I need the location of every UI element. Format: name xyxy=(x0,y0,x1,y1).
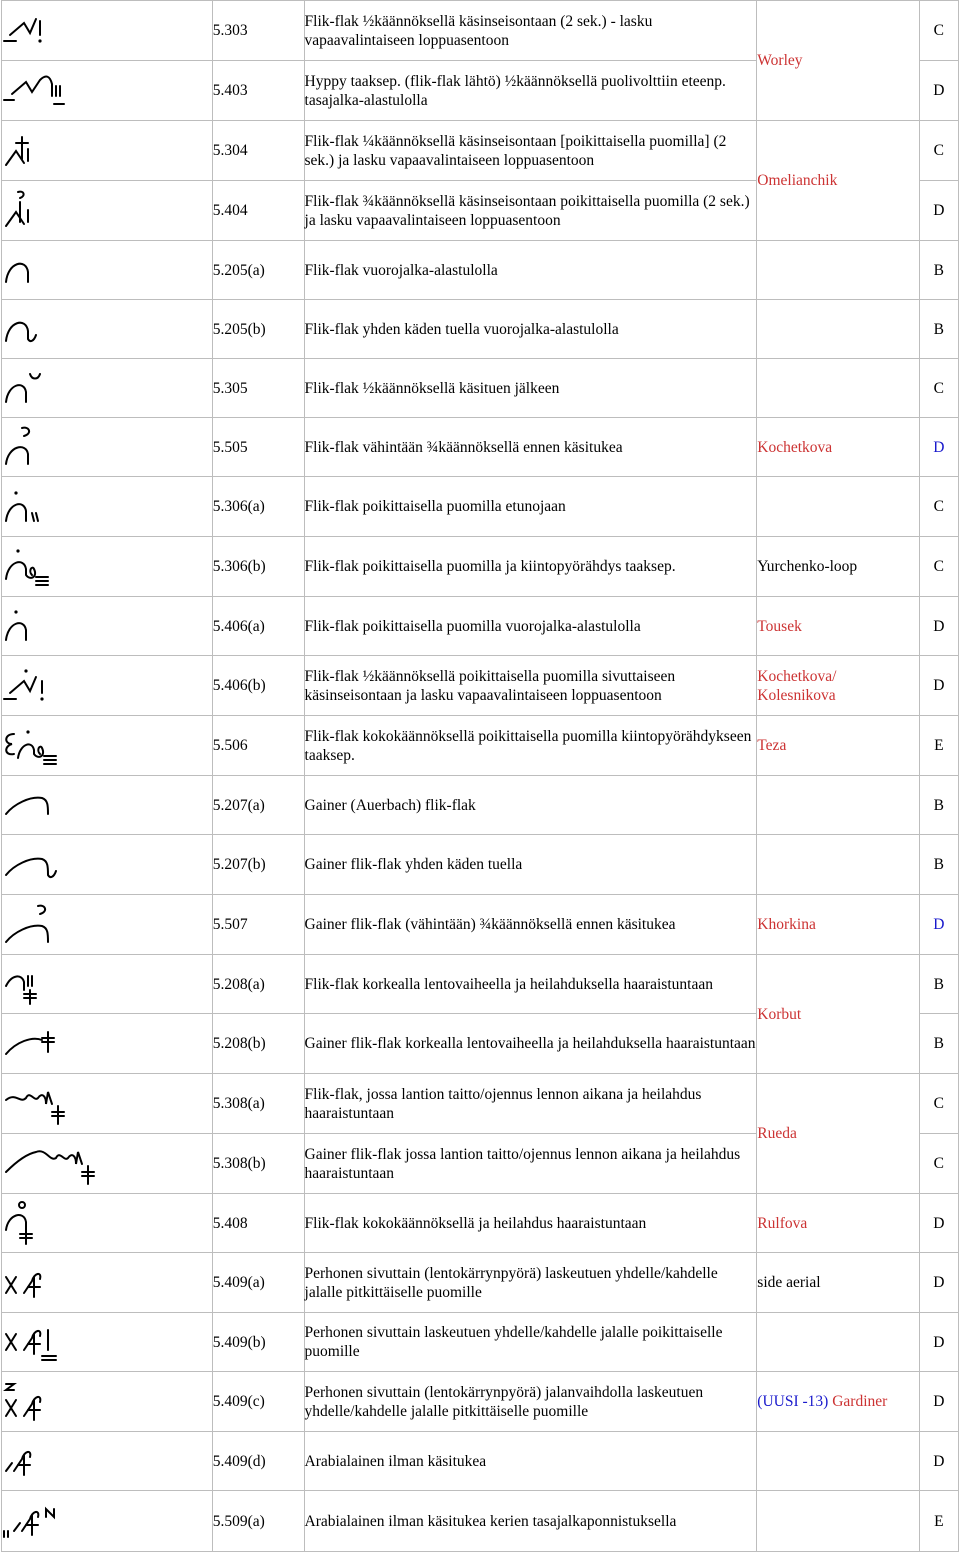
symbol-cell xyxy=(2,597,213,656)
code-cell: 5.205(b) xyxy=(212,300,304,359)
symbol-icon xyxy=(2,1200,46,1246)
symbol-cell xyxy=(2,1491,213,1552)
symbol-icon xyxy=(2,129,42,173)
symbol-icon xyxy=(2,545,58,589)
code-cell: 5.409(c) xyxy=(212,1372,304,1432)
symbol-cell xyxy=(2,1014,213,1074)
code-cell: 5.406(b) xyxy=(212,656,304,716)
value-cell: C xyxy=(919,477,958,537)
symbol-icon xyxy=(2,11,62,51)
table-row xyxy=(2,1372,959,1432)
symbol-icon xyxy=(2,847,66,883)
value-cell: E xyxy=(919,716,958,776)
description-cell: Perhonen sivuttain laskeutuen yhdelle/kahdelle jalalle poikittaiselle puomille xyxy=(304,1313,757,1372)
code-cell: 5.306(b) xyxy=(212,537,304,597)
code-cell: 5.308(b) xyxy=(212,1134,304,1194)
code-cell: 5.207(a) xyxy=(212,776,304,835)
table-row xyxy=(2,1074,959,1134)
name-cell xyxy=(757,477,919,537)
value-cell: C xyxy=(919,121,958,181)
description-cell: Gainer flik-flak korkealla lentovaiheella ja heilahduksella haaraistuntaan xyxy=(304,1014,757,1074)
symbol-icon xyxy=(2,724,62,768)
symbol-icon xyxy=(2,1263,52,1303)
value-cell: B xyxy=(919,1014,958,1074)
table-row xyxy=(2,656,959,716)
value-cell: C xyxy=(919,537,958,597)
symbol-cell xyxy=(2,241,213,300)
code-cell: 5.207(b) xyxy=(212,835,304,895)
table-row xyxy=(2,835,959,895)
description-cell: Flik-flak ¾käännöksellä käsinseisontaan poikittaisella puomilla (2 sek.) ja lasku vapaavalintaiseen loppuasentoon xyxy=(304,181,757,241)
symbol-cell xyxy=(2,477,213,537)
description-cell: Flik-flak kokokäännöksellä poikittaisella puomilla kiintopyörähdykseen taaksep. xyxy=(304,716,757,776)
table-row xyxy=(2,1194,959,1253)
description-cell: Flik-flak yhden käden tuella vuorojalka-alastulolla xyxy=(304,300,757,359)
code-cell: 5.505 xyxy=(212,418,304,477)
description-cell: Flik-flak kokokäännöksellä ja heilahdus haaraistuntaan xyxy=(304,1194,757,1253)
symbol-cell xyxy=(2,955,213,1014)
symbol-icon xyxy=(2,1441,46,1481)
table-row xyxy=(2,418,959,477)
name-cell: Kochetkova xyxy=(757,418,919,477)
symbol-icon xyxy=(2,606,42,646)
table-row xyxy=(2,300,959,359)
value-cell: D xyxy=(919,656,958,716)
table-row xyxy=(2,477,959,537)
description-cell: Flik-flak korkealla lentovaiheella ja heilahduksella haaraistuntaan xyxy=(304,955,757,1014)
value-cell: B xyxy=(919,835,958,895)
symbol-cell xyxy=(2,181,213,241)
value-cell: D xyxy=(919,181,958,241)
table-row xyxy=(2,537,959,597)
name-cell: Yurchenko-loop xyxy=(757,537,919,597)
table-row xyxy=(2,597,959,656)
code-cell: 5.409(d) xyxy=(212,1432,304,1491)
symbol-icon xyxy=(2,368,46,408)
symbol-icon xyxy=(2,1142,102,1186)
value-cell: D xyxy=(919,1432,958,1491)
code-cell: 5.408 xyxy=(212,1194,304,1253)
code-cell: 5.506 xyxy=(212,716,304,776)
code-cell: 5.308(a) xyxy=(212,1074,304,1134)
symbol-cell xyxy=(2,61,213,121)
symbol-icon xyxy=(2,962,52,1006)
value-cell: D xyxy=(919,1253,958,1313)
symbol-icon xyxy=(2,1380,52,1424)
code-cell: 5.507 xyxy=(212,895,304,955)
description-cell: Perhonen sivuttain (lentokärrynpyörä) laskeutuen yhdelle/kahdelle jalalle pitkittäiselle puomille xyxy=(304,1253,757,1313)
symbol-cell xyxy=(2,716,213,776)
symbol-cell xyxy=(2,895,213,955)
table-row xyxy=(2,359,959,418)
table-row xyxy=(2,1,959,61)
name-cell xyxy=(757,1372,919,1432)
table-row xyxy=(2,1432,959,1491)
element-table xyxy=(1,0,959,1552)
description-cell: Arabialainen ilman käsitukea xyxy=(304,1432,757,1491)
value-cell: B xyxy=(919,776,958,835)
code-cell: 5.208(b) xyxy=(212,1014,304,1074)
value-cell: D xyxy=(919,597,958,656)
value-cell: C xyxy=(919,1,958,61)
symbol-icon xyxy=(2,788,58,822)
symbol-cell xyxy=(2,1313,213,1372)
symbol-cell xyxy=(2,418,213,477)
table-row xyxy=(2,1313,959,1372)
value-cell: B xyxy=(919,241,958,300)
value-cell: D xyxy=(919,1194,958,1253)
symbol-icon xyxy=(2,1320,62,1364)
value-cell: D xyxy=(919,61,958,121)
symbol-cell xyxy=(2,1372,213,1432)
name-cell: Teza xyxy=(757,716,919,776)
table-row xyxy=(2,955,959,1014)
value-cell: C xyxy=(919,359,958,418)
symbol-cell xyxy=(2,121,213,181)
symbol-cell xyxy=(2,1074,213,1134)
description-cell: Flik-flak ½käännöksellä käsinseisontaan (2 sek.) - lasku vapaavalintaiseen loppuasentoon xyxy=(304,1,757,61)
table-row xyxy=(2,121,959,181)
code-cell: 5.205(a) xyxy=(212,241,304,300)
code-cell: 5.306(a) xyxy=(212,477,304,537)
name-label: Gardiner xyxy=(832,1393,888,1410)
code-cell: 5.303 xyxy=(212,1,304,61)
description-cell: Perhonen sivuttain (lentokärrynpyörä) jalanvaihdolla laskeutuen yhdelle/kahdelle jalalle pitkittäiselle puomille xyxy=(304,1372,757,1432)
description-cell: Flik-flak ½käännöksellä käsituen jälkeen xyxy=(304,359,757,418)
name-cell: Khorkina xyxy=(757,895,919,955)
value-cell: D xyxy=(919,895,958,955)
symbol-icon xyxy=(2,665,62,707)
symbol-cell xyxy=(2,656,213,716)
name-cell xyxy=(757,300,919,359)
symbol-cell xyxy=(2,1253,213,1313)
name-cell xyxy=(757,776,919,835)
description-cell: Flik-flak poikittaisella puomilla ja kiintopyörähdys taaksep. xyxy=(304,537,757,597)
table-row xyxy=(2,241,959,300)
name-cell xyxy=(757,835,919,895)
symbol-icon xyxy=(2,1026,62,1062)
symbol-icon xyxy=(2,424,46,470)
symbol-cell xyxy=(2,1134,213,1194)
table-row xyxy=(2,895,959,955)
name-cell: Rueda xyxy=(757,1074,919,1194)
symbol-cell xyxy=(2,776,213,835)
name-cell: Korbut xyxy=(757,955,919,1074)
description-cell: Flik-flak ¼käännöksellä käsinseisontaan [poikittaisella puomilla] (2 sek.) ja lasku vapaavalintaiseen loppuasentoon xyxy=(304,121,757,181)
symbol-cell xyxy=(2,1194,213,1253)
symbol-cell xyxy=(2,835,213,895)
symbol-icon xyxy=(2,902,62,948)
value-cell: B xyxy=(919,300,958,359)
table-row xyxy=(2,776,959,835)
name-cell xyxy=(757,1313,919,1372)
value-cell: C xyxy=(919,1134,958,1194)
code-cell: 5.305 xyxy=(212,359,304,418)
new-marker: (UUSI -13) xyxy=(757,1393,829,1410)
description-cell: Gainer flik-flak yhden käden tuella xyxy=(304,835,757,895)
description-cell: Flik-flak, jossa lantion taitto/ojennus lennon aikana ja heilahdus haaraistuntaan xyxy=(304,1074,757,1134)
name-cell xyxy=(757,1432,919,1491)
code-cell: 5.406(a) xyxy=(212,597,304,656)
description-cell: Gainer (Auerbach) flik-flak xyxy=(304,776,757,835)
description-cell: Hyppy taaksep. (flik-flak lähtö) ½käännöksellä puolivolttiin eteenp. tasajalka-alastulolla xyxy=(304,61,757,121)
symbol-icon xyxy=(2,311,46,347)
name-cell: Tousek xyxy=(757,597,919,656)
symbol-icon xyxy=(2,1082,72,1126)
symbol-cell xyxy=(2,300,213,359)
description-cell: Gainer flik-flak jossa lantion taitto/ojennus lennon aikana ja heilahdus haaraistuntaan xyxy=(304,1134,757,1194)
symbol-cell xyxy=(2,1,213,61)
description-cell: Flik-flak vähintään ¾käännöksellä ennen käsitukea xyxy=(304,418,757,477)
name-cell xyxy=(757,1491,919,1552)
symbol-cell xyxy=(2,1432,213,1491)
value-cell: B xyxy=(919,955,958,1014)
symbol-icon xyxy=(2,70,72,112)
name-cell: Kochetkova/ Kolesnikova xyxy=(757,656,919,716)
value-cell: E xyxy=(919,1491,958,1552)
code-cell: 5.304 xyxy=(212,121,304,181)
name-cell: side aerial xyxy=(757,1253,919,1313)
value-cell: D xyxy=(919,1372,958,1432)
name-cell xyxy=(757,241,919,300)
code-cell: 5.409(b) xyxy=(212,1313,304,1372)
description-cell: Flik-flak poikittaisella puomilla etunojaan xyxy=(304,477,757,537)
table-row xyxy=(2,1253,959,1313)
value-cell: C xyxy=(919,1074,958,1134)
value-cell: D xyxy=(919,418,958,477)
name-cell xyxy=(757,359,919,418)
symbol-icon xyxy=(2,188,42,234)
code-cell: 5.509(a) xyxy=(212,1491,304,1552)
description-cell: Flik-flak poikittaisella puomilla vuorojalka-alastulolla xyxy=(304,597,757,656)
symbol-cell xyxy=(2,359,213,418)
symbol-icon xyxy=(2,1501,72,1541)
description-cell: Arabialainen ilman käsitukea kerien tasajalkaponnistuksella xyxy=(304,1491,757,1552)
name-cell: Omelianchik xyxy=(757,121,919,241)
symbol-cell xyxy=(2,537,213,597)
code-cell: 5.208(a) xyxy=(212,955,304,1014)
description-cell: Gainer flik-flak (vähintään) ¾käännöksellä ennen käsitukea xyxy=(304,895,757,955)
name-cell: Rulfova xyxy=(757,1194,919,1253)
table-row xyxy=(2,1491,959,1552)
value-cell: D xyxy=(919,1313,958,1372)
name-cell: Worley xyxy=(757,1,919,121)
description-cell: Flik-flak ½käännöksellä poikittaisella puomilla sivuttaiseen käsinseisontaan ja lasku vapaavalintaiseen loppuasentoon xyxy=(304,656,757,716)
code-cell: 5.409(a) xyxy=(212,1253,304,1313)
code-cell: 5.403 xyxy=(212,61,304,121)
table-row xyxy=(2,716,959,776)
symbol-icon xyxy=(2,252,42,288)
description-cell: Flik-flak vuorojalka-alastulolla xyxy=(304,241,757,300)
symbol-icon xyxy=(2,487,52,527)
code-cell: 5.404 xyxy=(212,181,304,241)
